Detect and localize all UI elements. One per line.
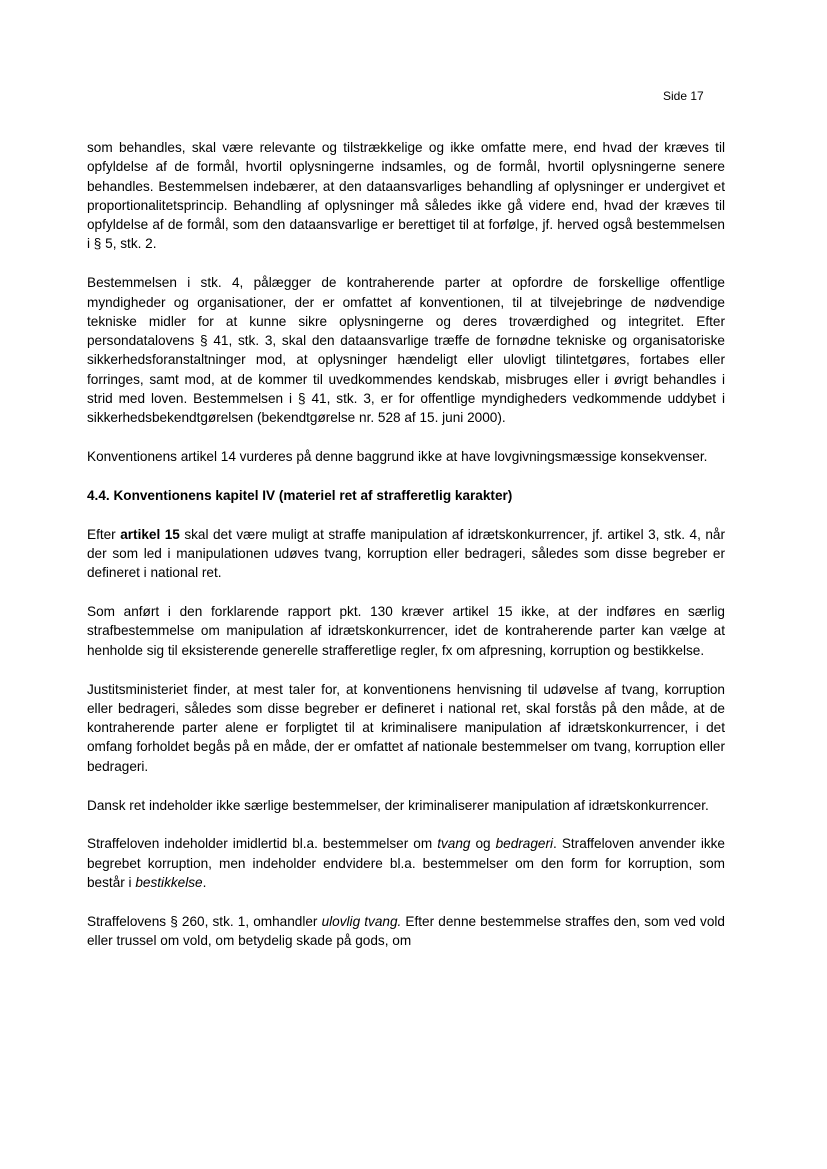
paragraph-straffeloven <box>87 834 725 892</box>
paragraph: som behandles, skal være relevante og tilstrækkelige og ikke omfatte mere, end hvad der kræves til opfyldelse af de formål, hvortil oplysningerne indsamles, og de formål, hvortil oplysningerne senere behandles. Bestemmelsen indebærer, at den dataansvarliges behandling af oplysninger er undergivet et proportionalitetsprincip. Behandling af oplysninger må således ikke gå videre end, hvad der kræves til opfyldelse af de formål, som den dataansvarlige er berettiget til at forfølge, jf. herved også bestemmelsen i § 5, stk. 2. <box>87 140 725 252</box>
text-span: Efter <box>87 526 121 542</box>
paragraph: Konventionens artikel 14 vurderes på denne baggrund ikke at have lovgivningsmæssige konsekvenser. <box>87 449 708 465</box>
section-heading: 4.4. Konventionens kapitel IV (materiel ret af strafferetlig karakter) <box>87 487 513 503</box>
text-span: Efter denne bestemmelse straffes den, som ved vold eller trussel om vold, om betydelig skade på gods, om <box>87 913 725 948</box>
document-body <box>87 138 725 970</box>
text-span: Straffeloven indeholder imidlertid bl.a. bestemmelser om <box>87 836 438 852</box>
text-span: . Straffeloven anvender ikke begrebet korruption, men indeholder endvidere bl.a. bestemmelser om den form for korruption, som består i <box>87 836 725 890</box>
italic-term: tvang <box>437 836 471 852</box>
paragraph: Som anført i den forklarende rapport pkt. 130 kræver artikel 15 ikke, at der indføres en særlig strafbestemmelse om manipulation af idrætskonkurrencer, idet de kontraherende parter kan vælge at henholde sig til eksisterende generelle strafferetlige regler, fx om afpresning, korruption og bestikkelse. <box>87 604 725 658</box>
paragraph-artikel-15 <box>87 525 725 583</box>
bold-term: artikel 15 <box>120 526 180 542</box>
text-span: . <box>202 874 207 890</box>
text-span: skal det være muligt at straffe manipulation af idrætskonkurrencer, jf. artikel 3, stk. 4, når der som led i manipulationen udøves tvang, korruption eller bedrageri, således som disse begreber er defineret i national ret. <box>87 526 726 581</box>
text-span: og <box>470 836 496 852</box>
italic-term: bestikkelse <box>135 874 203 890</box>
paragraph-straffelovens-260 <box>87 912 725 951</box>
paragraph: Dansk ret indeholder ikke særlige bestemmelser, der kriminaliserer manipulation af idrætskonkurrencer. <box>87 797 709 813</box>
paragraph: Bestemmelsen i stk. 4, pålægger de kontraherende parter at opfordre de forskellige offentlige myndigheder og organisationer, der er omfattet af konventionen, til at tilvejebringe de nødvendige tekniske midler for at kunne sikre oplysningerne og deres troværdighed og integritet. Efter persondatalovens § 41, stk. 3, skal den dataansvarlige træffe de fornødne tekniske og organisatoriske sikkerhedsforanstaltninger mod, at oplysninger hændeligt eller ulovligt tilintetgøres, fortabes eller forringes, samt mod, at de kommer til uvedkommendes kendskab, misbruges eller i øvrigt behandles i strid med loven. Bestemmelsen i § 41, stk. 3, er for offentlige myndigheders vedkommende uddybet i sikkerhedsbekendtgørelsen (bekendtgørelse nr. 528 af 15. juni 2000). <box>87 275 725 426</box>
page-number: Side 17 <box>663 89 704 103</box>
paragraph: Justitsministeriet finder, at mest taler for, at konventionens henvisning til udøvelse af tvang, korruption eller bedrageri, således som disse begreber er defineret i national ret, skal forstås på den måde, at de kontraherende parter alene er forpligtet til at kriminalisere manipulation af idrætskonkurrencer, i det omfang forholdet begås på en måde, der er omfattet af nationale bestemmelser om tvang, korruption eller bedrageri. <box>87 681 725 774</box>
italic-term: bedrageri <box>495 836 554 852</box>
italic-term: ulovlig tvang. <box>321 913 402 929</box>
text-span: Straffelovens § 260, stk. 1, omhandler <box>87 913 322 929</box>
